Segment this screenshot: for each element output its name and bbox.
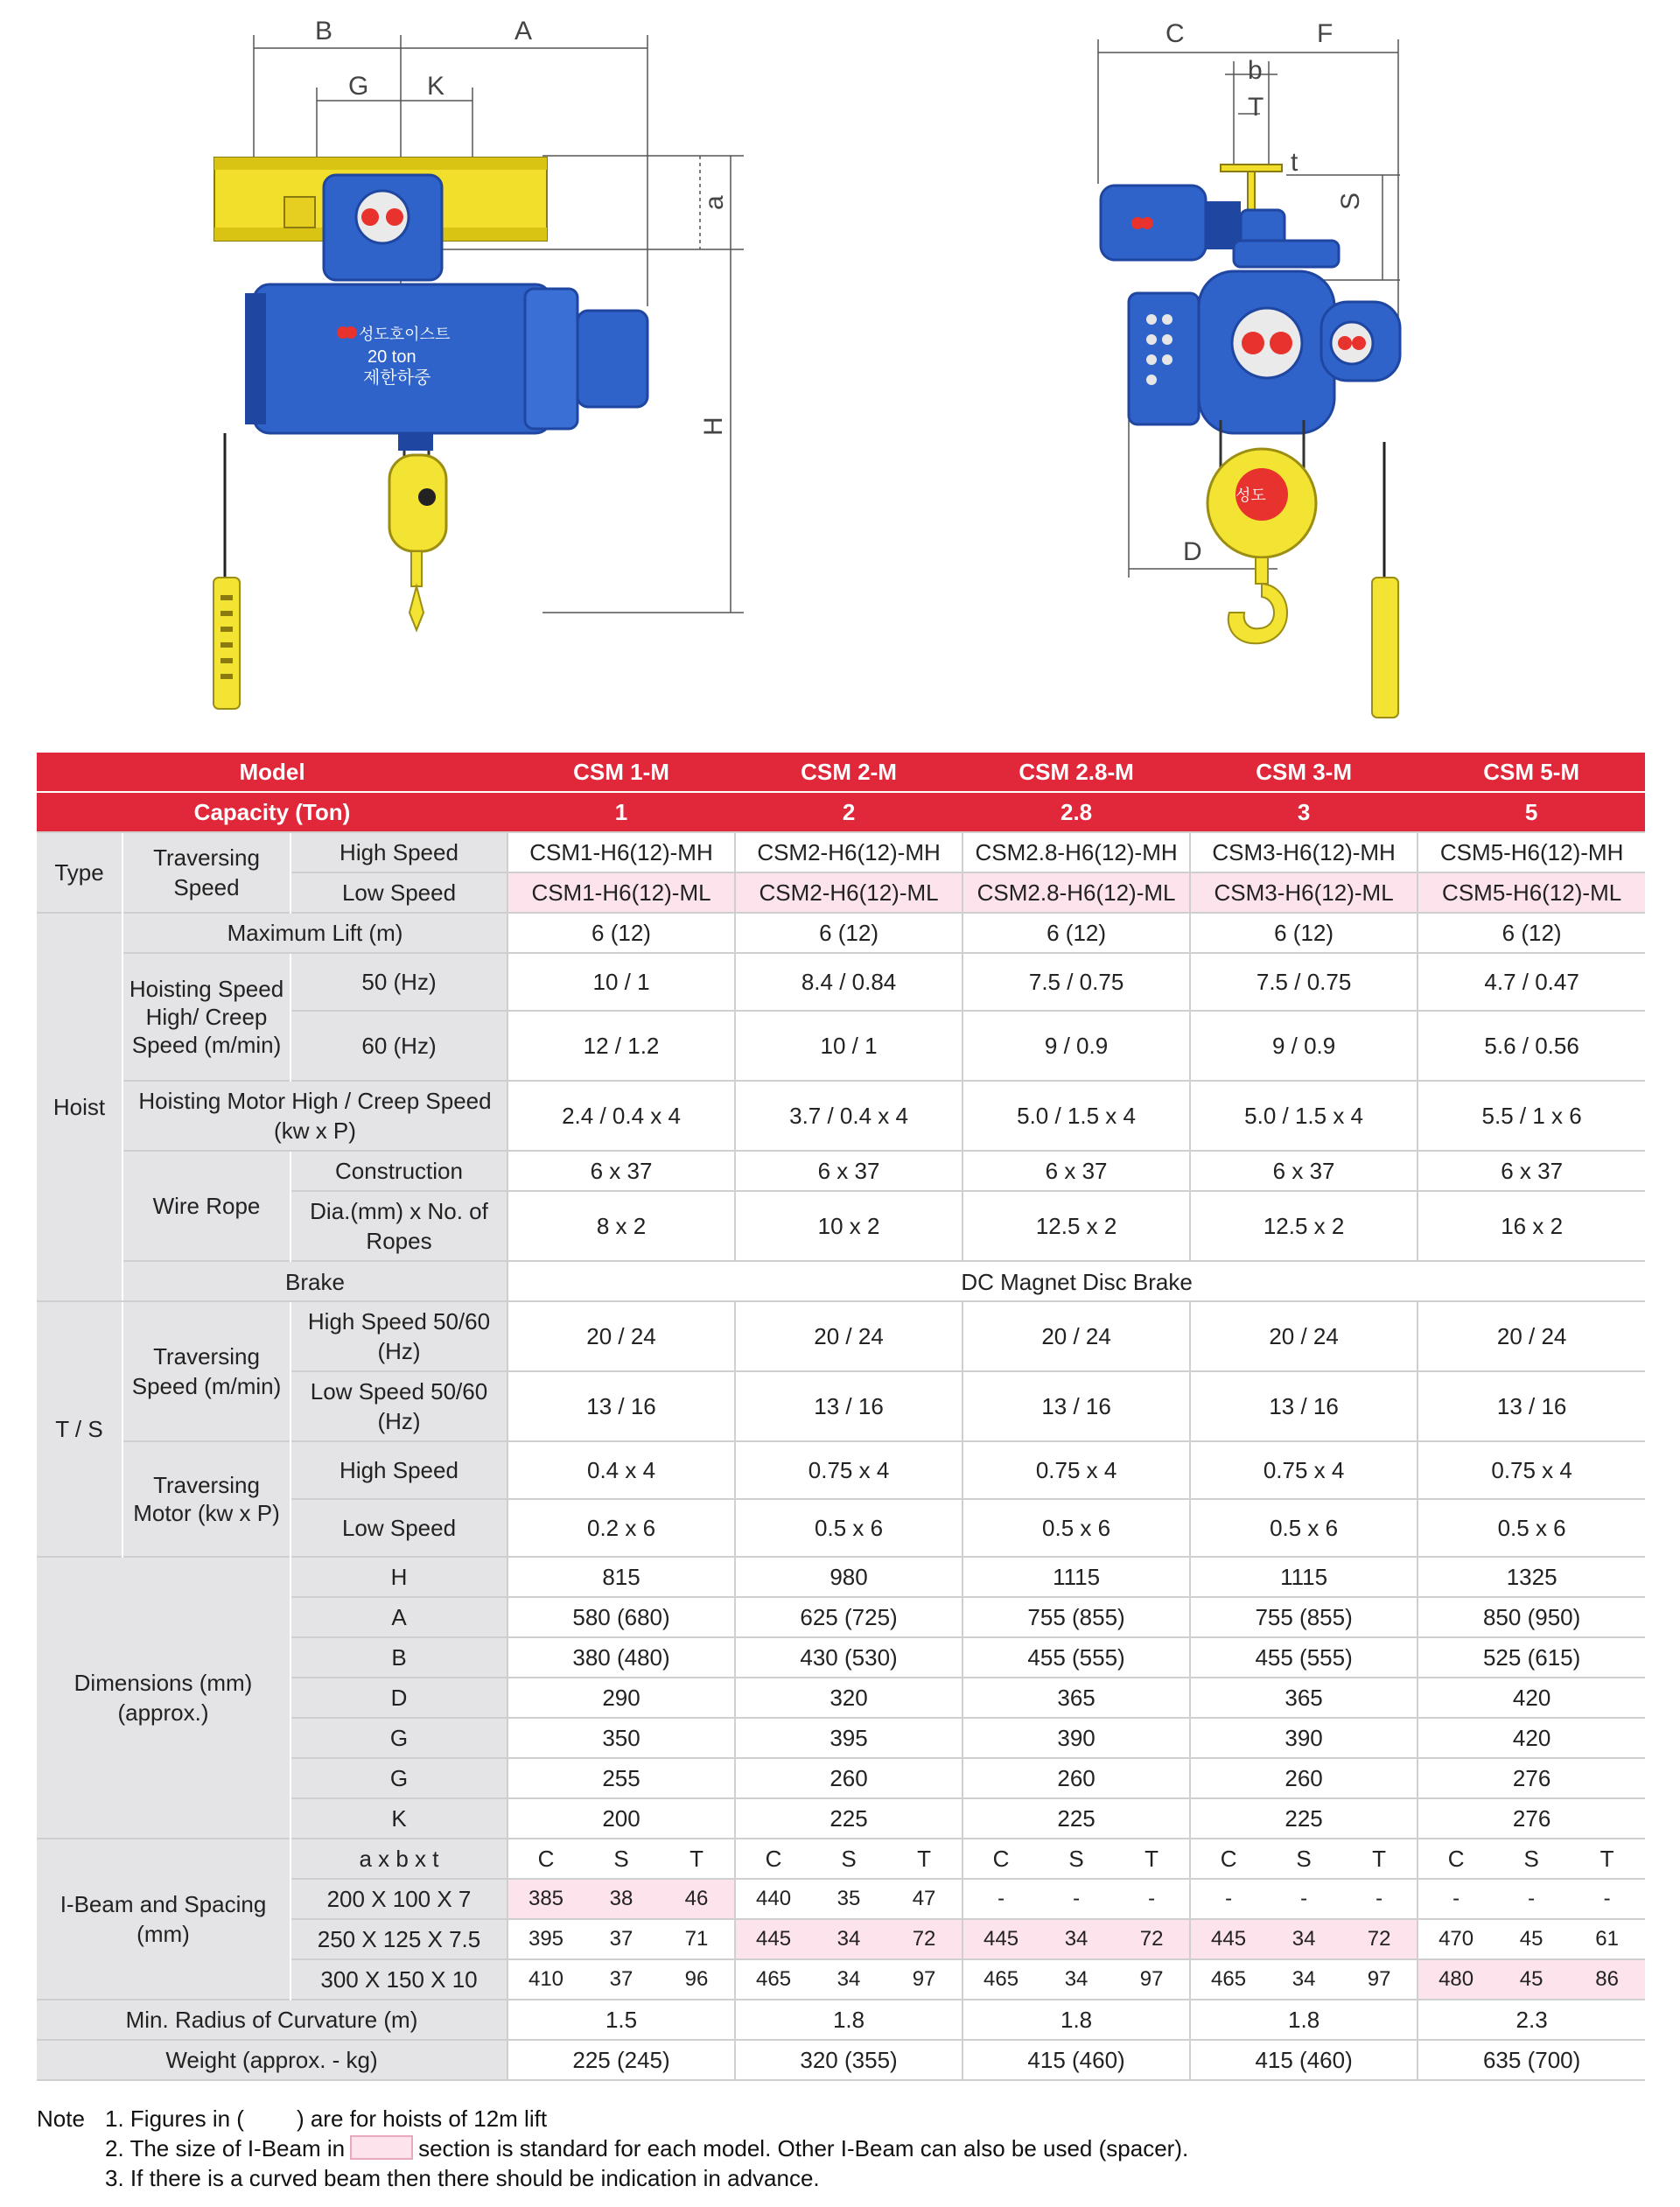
model-name: CSM 3-M	[1190, 752, 1418, 792]
standard-size-swatch	[350, 2135, 413, 2160]
ibeam-value: 445	[735, 1919, 811, 1959]
weight-value: 415 (460)	[1190, 2040, 1418, 2080]
ibeam-value: -	[1341, 1879, 1418, 1919]
ibeam-value: 480	[1418, 1959, 1494, 2000]
brake-value: DC Magnet Disc Brake	[508, 1261, 1645, 1301]
rope-dia-label: Dia.(mm) x No. of Ropes	[290, 1191, 508, 1261]
ibeam-value: 97	[1341, 1959, 1418, 2000]
type-low-code: CSM2.8-H6(12)-ML	[962, 872, 1190, 913]
type-high-code: CSM3-H6(12)-MH	[1190, 832, 1418, 872]
ts-motor-low-value: 0.5 x 6	[962, 1499, 1190, 1557]
ibeam-size-label: 250 X 125 X 7.5	[290, 1919, 508, 1959]
ts-motor-high-label: High Speed	[290, 1441, 508, 1499]
hoist-motor-row	[37, 1081, 1645, 1151]
hoist-50hz-value: 8.4 / 0.84	[735, 953, 962, 1011]
dim-value: 455 (555)	[962, 1637, 1190, 1678]
ts-low-label: Low Speed 50/60 (Hz)	[290, 1371, 508, 1441]
construction-label: Construction	[290, 1151, 508, 1191]
dim-value: 395	[735, 1718, 962, 1758]
dim-value: 455 (555)	[1190, 1637, 1418, 1678]
dim-value: 365	[962, 1678, 1190, 1718]
dim-label: H	[290, 1557, 508, 1597]
ibeam-size-header: a x b x t	[290, 1839, 508, 1879]
rope-dia-value: 16 x 2	[1418, 1191, 1645, 1261]
ts-speed-label: Traversing Speed (m/min)	[122, 1301, 290, 1441]
hoist-motor-value: 2.4 / 0.4 x 4	[508, 1081, 735, 1151]
hoist-50hz-value: 7.5 / 0.75	[962, 953, 1190, 1011]
model-name: CSM 2-M	[735, 752, 962, 792]
radius-value: 1.8	[735, 2000, 962, 2040]
hoist-60hz-value: 10 / 1	[735, 1011, 962, 1081]
wire-rope-label: Wire Rope	[122, 1151, 290, 1261]
dim-label-a: a	[700, 195, 729, 210]
dim-value: 580 (680)	[508, 1597, 735, 1637]
dim-value: 1325	[1418, 1557, 1645, 1597]
dim-label: G	[290, 1758, 508, 1798]
hoist-60hz-value: 9 / 0.9	[962, 1011, 1190, 1081]
radius-value: 1.8	[1190, 2000, 1418, 2040]
ibeam-value: 86	[1569, 1959, 1645, 2000]
ibeam-value: -	[1266, 1879, 1341, 1919]
weight-row	[37, 2040, 1645, 2080]
ibeam-value: -	[1039, 1879, 1114, 1919]
dim-label-T: T	[1248, 93, 1264, 122]
type-sub-label: Traversing Speed	[122, 832, 290, 913]
ts-high-value: 20 / 24	[1418, 1301, 1645, 1371]
model-row	[37, 752, 1645, 792]
type-high-label: High Speed	[290, 832, 508, 872]
dimensions-group-label: Dimensions (mm) (approx.)	[37, 1557, 290, 1839]
ts-low-value: 13 / 16	[1418, 1371, 1645, 1441]
max-lift-value: 6 (12)	[735, 913, 962, 953]
ibeam-value: -	[1114, 1879, 1190, 1919]
hoist-motor-value: 5.0 / 1.5 x 4	[1190, 1081, 1418, 1151]
ts-motor-low-label: Low Speed	[290, 1499, 508, 1557]
ts-high-value: 20 / 24	[735, 1301, 962, 1371]
brake-row	[37, 1261, 1645, 1301]
ts-high-value: 20 / 24	[508, 1301, 735, 1371]
ibeam-group-label: I-Beam and Spacing (mm)	[37, 1839, 290, 2000]
dim-value: 430 (530)	[735, 1637, 962, 1678]
dim-value: 420	[1418, 1678, 1645, 1718]
type-low-code: CSM1-H6(12)-ML	[508, 872, 735, 913]
ibeam-value: 445	[1190, 1919, 1266, 1959]
ibeam-value: 445	[962, 1919, 1039, 1959]
dim-label-K: K	[427, 72, 445, 101]
type-low-code: CSM5-H6(12)-ML	[1418, 872, 1645, 913]
ts-group-label: T / S	[37, 1301, 122, 1557]
ibeam-col-s: S	[1039, 1839, 1114, 1879]
ts-motor-low-value: 0.5 x 6	[1190, 1499, 1418, 1557]
ibeam-value: -	[1494, 1879, 1569, 1919]
max-lift-row	[37, 913, 1645, 953]
dim-label-H: H	[699, 417, 728, 436]
ts-motor-high-value: 0.4 x 4	[508, 1441, 735, 1499]
hook-block-text: 성도	[1236, 487, 1266, 504]
plate-maker-text: 성도호이스트	[359, 326, 451, 343]
ibeam-value: -	[1569, 1879, 1645, 1919]
dim-label-B: B	[315, 17, 333, 46]
dim-value: 320	[735, 1678, 962, 1718]
dim-value: 365	[1190, 1678, 1418, 1718]
max-lift-value: 6 (12)	[1418, 913, 1645, 953]
dim-label: A	[290, 1597, 508, 1637]
note-2-post: section is standard for each model. Other I-Beam can also be used (spacer).	[418, 2135, 1189, 2161]
weight-value: 225 (245)	[508, 2040, 735, 2080]
ibeam-value: 34	[811, 1959, 886, 2000]
ts-high-value: 20 / 24	[962, 1301, 1190, 1371]
max-lift-value: 6 (12)	[962, 913, 1190, 953]
ibeam-col-c: C	[735, 1839, 811, 1879]
dim-label: B	[290, 1637, 508, 1678]
ts-low-value: 13 / 16	[962, 1371, 1190, 1441]
ts-motor-low-value: 0.5 x 6	[1418, 1499, 1645, 1557]
ibeam-col-c: C	[508, 1839, 584, 1879]
radius-value: 1.8	[962, 2000, 1190, 2040]
ts-high-label: High Speed 50/60 (Hz)	[290, 1301, 508, 1371]
weight-value: 635 (700)	[1418, 2040, 1645, 2080]
note-2-pre: 2. The size of I-Beam in	[105, 2135, 346, 2161]
construction-value: 6 x 37	[735, 1151, 962, 1191]
radius-row	[37, 2000, 1645, 2040]
ibeam-col-s: S	[1266, 1839, 1341, 1879]
dim-value: 1115	[962, 1557, 1190, 1597]
hoist-motor-label: Hoisting Motor High / Creep Speed (kw x P)	[122, 1081, 508, 1151]
ibeam-value: 45	[1494, 1919, 1569, 1959]
ts-high-row	[37, 1301, 1645, 1371]
ibeam-value: 385	[508, 1879, 584, 1919]
hoist-50hz-value: 4.7 / 0.47	[1418, 953, 1645, 1011]
ibeam-col-c: C	[1190, 1839, 1266, 1879]
hoist-speed-label: Hoisting Speed High/ Creep Speed (m/min)	[122, 953, 290, 1081]
max-lift-value: 6 (12)	[508, 913, 735, 953]
front-view-drawing	[214, 17, 744, 709]
ibeam-value: 35	[811, 1879, 886, 1919]
ts-low-value: 13 / 16	[1190, 1371, 1418, 1441]
note-3	[37, 2163, 1612, 2193]
dim-value: 260	[1190, 1758, 1418, 1798]
dim-value: 625 (725)	[735, 1597, 962, 1637]
weight-value: 320 (355)	[735, 2040, 962, 2080]
model-name: CSM 2.8-M	[962, 752, 1190, 792]
ibeam-value: 45	[1494, 1959, 1569, 2000]
hoist-motor-value: 5.0 / 1.5 x 4	[962, 1081, 1190, 1151]
construction-value: 6 x 37	[1190, 1151, 1418, 1191]
ts-motor-high-value: 0.75 x 4	[1190, 1441, 1418, 1499]
ts-motor-high-value: 0.75 x 4	[735, 1441, 962, 1499]
weight-label: Weight (approx. - kg)	[37, 2040, 508, 2080]
dim-value: 260	[735, 1758, 962, 1798]
type-group-label: Type	[37, 832, 122, 913]
dim-value: 290	[508, 1678, 735, 1718]
ibeam-value: 47	[886, 1879, 962, 1919]
type-low-code: CSM3-H6(12)-ML	[1190, 872, 1418, 913]
ts-high-value: 20 / 24	[1190, 1301, 1418, 1371]
hoist-motor-value: 3.7 / 0.4 x 4	[735, 1081, 962, 1151]
ibeam-value: 37	[584, 1919, 659, 1959]
rope-construction-row	[37, 1151, 1645, 1191]
ts-motor-high-value: 0.75 x 4	[962, 1441, 1190, 1499]
dim-value: 755 (855)	[1190, 1597, 1418, 1637]
brake-label: Brake	[122, 1261, 508, 1301]
ibeam-col-t: T	[659, 1839, 735, 1879]
ibeam-value: 34	[1039, 1919, 1114, 1959]
dim-value: 276	[1418, 1798, 1645, 1839]
ibeam-col-c: C	[962, 1839, 1039, 1879]
ibeam-col-s: S	[1494, 1839, 1569, 1879]
ibeam-size-label: 200 X 100 X 7	[290, 1879, 508, 1919]
dim-value: 350	[508, 1718, 735, 1758]
ibeam-value: 395	[508, 1919, 584, 1959]
ibeam-value: 61	[1569, 1919, 1645, 1959]
dim-label-S: S	[1336, 192, 1365, 210]
note-3-text: 3. If there is a curved beam then there should be indication in advance.	[105, 2165, 820, 2191]
construction-value: 6 x 37	[508, 1151, 735, 1191]
dim-label-D: D	[1183, 537, 1202, 566]
ibeam-col-t: T	[1114, 1839, 1190, 1879]
note-1-pre: 1. Figures in (	[105, 2105, 244, 2132]
dim-value: 1115	[1190, 1557, 1418, 1597]
ibeam-size-label: 300 X 150 X 10	[290, 1959, 508, 2000]
ibeam-value: 34	[1039, 1959, 1114, 2000]
ibeam-col-s: S	[811, 1839, 886, 1879]
ibeam-value: -	[962, 1879, 1039, 1919]
type-high-code: CSM5-H6(12)-MH	[1418, 832, 1645, 872]
dim-value: 255	[508, 1758, 735, 1798]
capacity-value: 3	[1190, 792, 1418, 832]
model-name: CSM 5-M	[1418, 752, 1645, 792]
rope-dia-value: 12.5 x 2	[1190, 1191, 1418, 1261]
capacity-row	[37, 792, 1645, 832]
hoist-dimension-diagram	[0, 0, 1680, 744]
ibeam-col-t: T	[1569, 1839, 1645, 1879]
ibeam-value: 465	[962, 1959, 1039, 2000]
ibeam-value: 38	[584, 1879, 659, 1919]
ibeam-header-row	[37, 1839, 1645, 1879]
dim-label-b: b	[1248, 56, 1263, 85]
rope-dia-value: 8 x 2	[508, 1191, 735, 1261]
note-lead: Note	[37, 2105, 85, 2132]
dim-value: 525 (615)	[1418, 1637, 1645, 1678]
ts-low-value: 13 / 16	[508, 1371, 735, 1441]
ibeam-value: 97	[886, 1959, 962, 2000]
ibeam-value: 410	[508, 1959, 584, 2000]
dim-value: 755 (855)	[962, 1597, 1190, 1637]
radius-label: Min. Radius of Curvature (m)	[37, 2000, 508, 2040]
note-2	[37, 2133, 1612, 2163]
side-view-drawing	[1098, 19, 1400, 718]
capacity-value: 2	[735, 792, 962, 832]
note-1	[37, 2104, 1612, 2133]
dim-value: 380 (480)	[508, 1637, 735, 1678]
dim-value: 980	[735, 1557, 962, 1597]
dim-value: 260	[962, 1758, 1190, 1798]
ts-motor-high-value: 0.75 x 4	[1418, 1441, 1645, 1499]
ibeam-value: -	[1190, 1879, 1266, 1919]
notes-section	[37, 2104, 1612, 2193]
dim-row	[37, 1557, 1645, 1597]
ibeam-value: 34	[811, 1919, 886, 1959]
ibeam-value: 72	[886, 1919, 962, 1959]
ts-low-value: 13 / 16	[735, 1371, 962, 1441]
ibeam-value: 96	[659, 1959, 735, 2000]
hoist-60hz-value: 5.6 / 0.56	[1418, 1011, 1645, 1081]
dim-value: 390	[1190, 1718, 1418, 1758]
model-name: CSM 1-M	[508, 752, 735, 792]
ts-motor-label: Traversing Motor (kw x P)	[122, 1441, 290, 1557]
ibeam-value: 97	[1114, 1959, 1190, 2000]
ibeam-value: 34	[1266, 1959, 1341, 2000]
radius-value: 1.5	[508, 2000, 735, 2040]
dim-label-F: F	[1317, 19, 1334, 48]
plate-capacity-text: 20 ton	[368, 347, 416, 367]
max-lift-label: Maximum Lift (m)	[122, 913, 508, 953]
type-high-code: CSM2-H6(12)-MH	[735, 832, 962, 872]
plate-caption-text: 제한하중	[363, 368, 431, 388]
hoist-60hz-value: 12 / 1.2	[508, 1011, 735, 1081]
capacity-value: 5	[1418, 792, 1645, 832]
model-label: Model	[37, 752, 508, 792]
dim-value: 390	[962, 1718, 1190, 1758]
dim-value: 815	[508, 1557, 735, 1597]
ibeam-col-t: T	[1341, 1839, 1418, 1879]
ibeam-value: 37	[584, 1959, 659, 2000]
ts-motor-low-value: 0.5 x 6	[735, 1499, 962, 1557]
dim-label-A: A	[514, 17, 533, 46]
hoist-50hz-label: 50 (Hz)	[290, 953, 508, 1011]
rope-dia-value: 12.5 x 2	[962, 1191, 1190, 1261]
type-high-code: CSM2.8-H6(12)-MH	[962, 832, 1190, 872]
dim-label: D	[290, 1678, 508, 1718]
ibeam-value: -	[1418, 1879, 1494, 1919]
construction-value: 6 x 37	[962, 1151, 1190, 1191]
type-high-row	[37, 832, 1645, 872]
dim-label-t: t	[1291, 148, 1298, 177]
dim-label-C: C	[1166, 19, 1185, 48]
capacity-value: 1	[508, 792, 735, 832]
ts-motor-low-value: 0.2 x 6	[508, 1499, 735, 1557]
dim-value: 225	[735, 1798, 962, 1839]
ibeam-value: 440	[735, 1879, 811, 1919]
ibeam-value: 71	[659, 1919, 735, 1959]
hoist-group-label: Hoist	[37, 913, 122, 1301]
ts-motor-high-row	[37, 1441, 1645, 1499]
radius-value: 2.3	[1418, 2000, 1645, 2040]
hoist-60hz-label: 60 (Hz)	[290, 1011, 508, 1081]
max-lift-value: 6 (12)	[1190, 913, 1418, 953]
capacity-value: 2.8	[962, 792, 1190, 832]
hoist-motor-value: 5.5 / 1 x 6	[1418, 1081, 1645, 1151]
dim-label: K	[290, 1798, 508, 1839]
dim-label: G	[290, 1718, 508, 1758]
type-low-label: Low Speed	[290, 872, 508, 913]
ibeam-value: 465	[1190, 1959, 1266, 2000]
type-high-code: CSM1-H6(12)-MH	[508, 832, 735, 872]
ibeam-value: 465	[735, 1959, 811, 2000]
ibeam-value: 470	[1418, 1919, 1494, 1959]
specification-table	[37, 751, 1645, 2081]
dim-value: 225	[1190, 1798, 1418, 1839]
hoist-50hz-value: 7.5 / 0.75	[1190, 953, 1418, 1011]
ibeam-col-c: C	[1418, 1839, 1494, 1879]
dim-value: 276	[1418, 1758, 1645, 1798]
dim-value: 200	[508, 1798, 735, 1839]
ibeam-value: 72	[1114, 1919, 1190, 1959]
ibeam-col-t: T	[886, 1839, 962, 1879]
rope-dia-value: 10 x 2	[735, 1191, 962, 1261]
ibeam-col-s: S	[584, 1839, 659, 1879]
note-1-post: ) are for hoists of 12m lift	[296, 2105, 548, 2132]
dim-value: 225	[962, 1798, 1190, 1839]
type-low-code: CSM2-H6(12)-ML	[735, 872, 962, 913]
construction-value: 6 x 37	[1418, 1151, 1645, 1191]
hoist-50hz-row	[37, 953, 1645, 1011]
ibeam-value: 72	[1341, 1919, 1418, 1959]
ibeam-value: 46	[659, 1879, 735, 1919]
capacity-label: Capacity (Ton)	[37, 792, 508, 832]
dim-value: 850 (950)	[1418, 1597, 1645, 1637]
weight-value: 415 (460)	[962, 2040, 1190, 2080]
dim-value: 420	[1418, 1718, 1645, 1758]
hoist-60hz-value: 9 / 0.9	[1190, 1011, 1418, 1081]
ibeam-value: 34	[1266, 1919, 1341, 1959]
dim-label-G: G	[348, 72, 369, 101]
hoist-50hz-value: 10 / 1	[508, 953, 735, 1011]
